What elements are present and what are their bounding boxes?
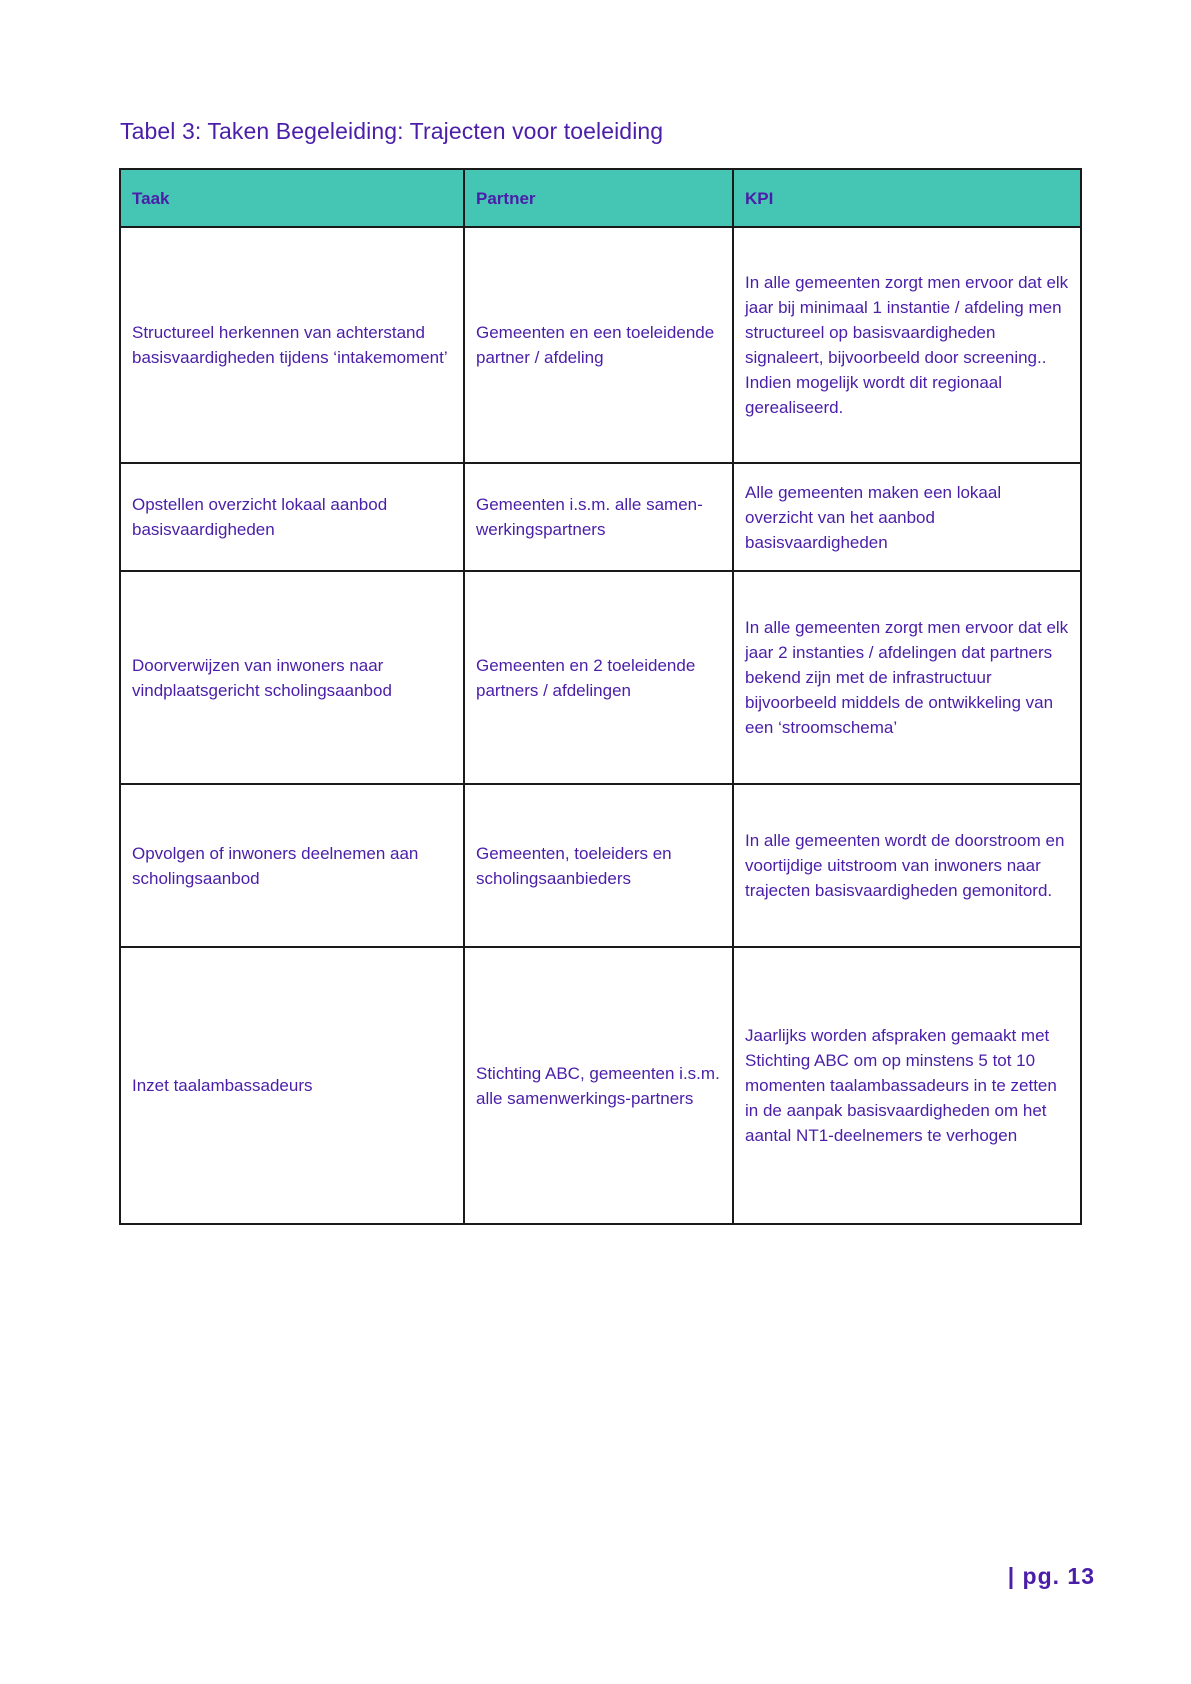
cell-partner: Stichting ABC, gemeenten i.s.m. alle samenwerkings-partners [464,947,733,1224]
cell-taak: Structureel herkennen van achterstand basisvaardigheden tijdens ‘intakemoment’ [120,227,464,463]
page-number: | pg. 13 [1007,1563,1095,1589]
cell-kpi: In alle gemeenten zorgt men ervoor dat elk jaar bij minimaal 1 instantie / afdeling men structureel op basisvaardigheden signaleert, bijvoorbeeld door screening.. Indien mogelijk wordt dit regionaal gerealiseerd. [733,227,1081,463]
cell-partner: Gemeenten en een toeleidende partner / afdeling [464,227,733,463]
cell-kpi: In alle gemeenten zorgt men ervoor dat elk jaar 2 instanties / afdelingen dat partners bekend zijn met de infrastructuur bijvoorbeeld middels de ontwikkeling van een ‘stroomschema’ [733,571,1081,784]
cell-kpi: Alle gemeenten maken een lokaal overzicht van het aanbod basisvaardigheden [733,463,1081,571]
cell-kpi: In alle gemeenten wordt de doorstroom en voortijdige uitstroom van inwoners naar trajecten basisvaardigheden gemonitord. [733,784,1081,947]
cell-partner: Gemeenten i.s.m. alle samen-werkingspartners [464,463,733,571]
page-title: Tabel 3: Taken Begeleiding: Trajecten voor toeleiding [120,118,664,144]
cell-taak: Inzet taalambassadeurs [120,947,464,1224]
table-row [120,784,1081,947]
tasks-table [119,168,1082,1225]
table-header-row [120,169,1081,227]
cell-kpi: Jaarlijks worden afspraken gemaakt met Stichting ABC om op minstens 5 tot 10 momenten taalambassadeurs in te zetten in de aanpak basisvaardigheden om het aantal NT1-deelnemers te verhogen [733,947,1081,1224]
cell-taak: Opvolgen of inwoners deelnemen aan scholingsaanbod [120,784,464,947]
cell-partner: Gemeenten en 2 toeleidende partners / afdelingen [464,571,733,784]
cell-partner: Gemeenten, toeleiders en scholingsaanbieders [464,784,733,947]
header-partner: Partner [464,169,733,227]
table-row [120,227,1081,463]
cell-taak: Opstellen overzicht lokaal aanbod basisvaardigheden [120,463,464,571]
header-taak: Taak [120,169,464,227]
table-row [120,571,1081,784]
table-row [120,463,1081,571]
cell-taak: Doorverwijzen van inwoners naar vindplaatsgericht scholingsaanbod [120,571,464,784]
table-row [120,947,1081,1224]
header-kpi: KPI [733,169,1081,227]
